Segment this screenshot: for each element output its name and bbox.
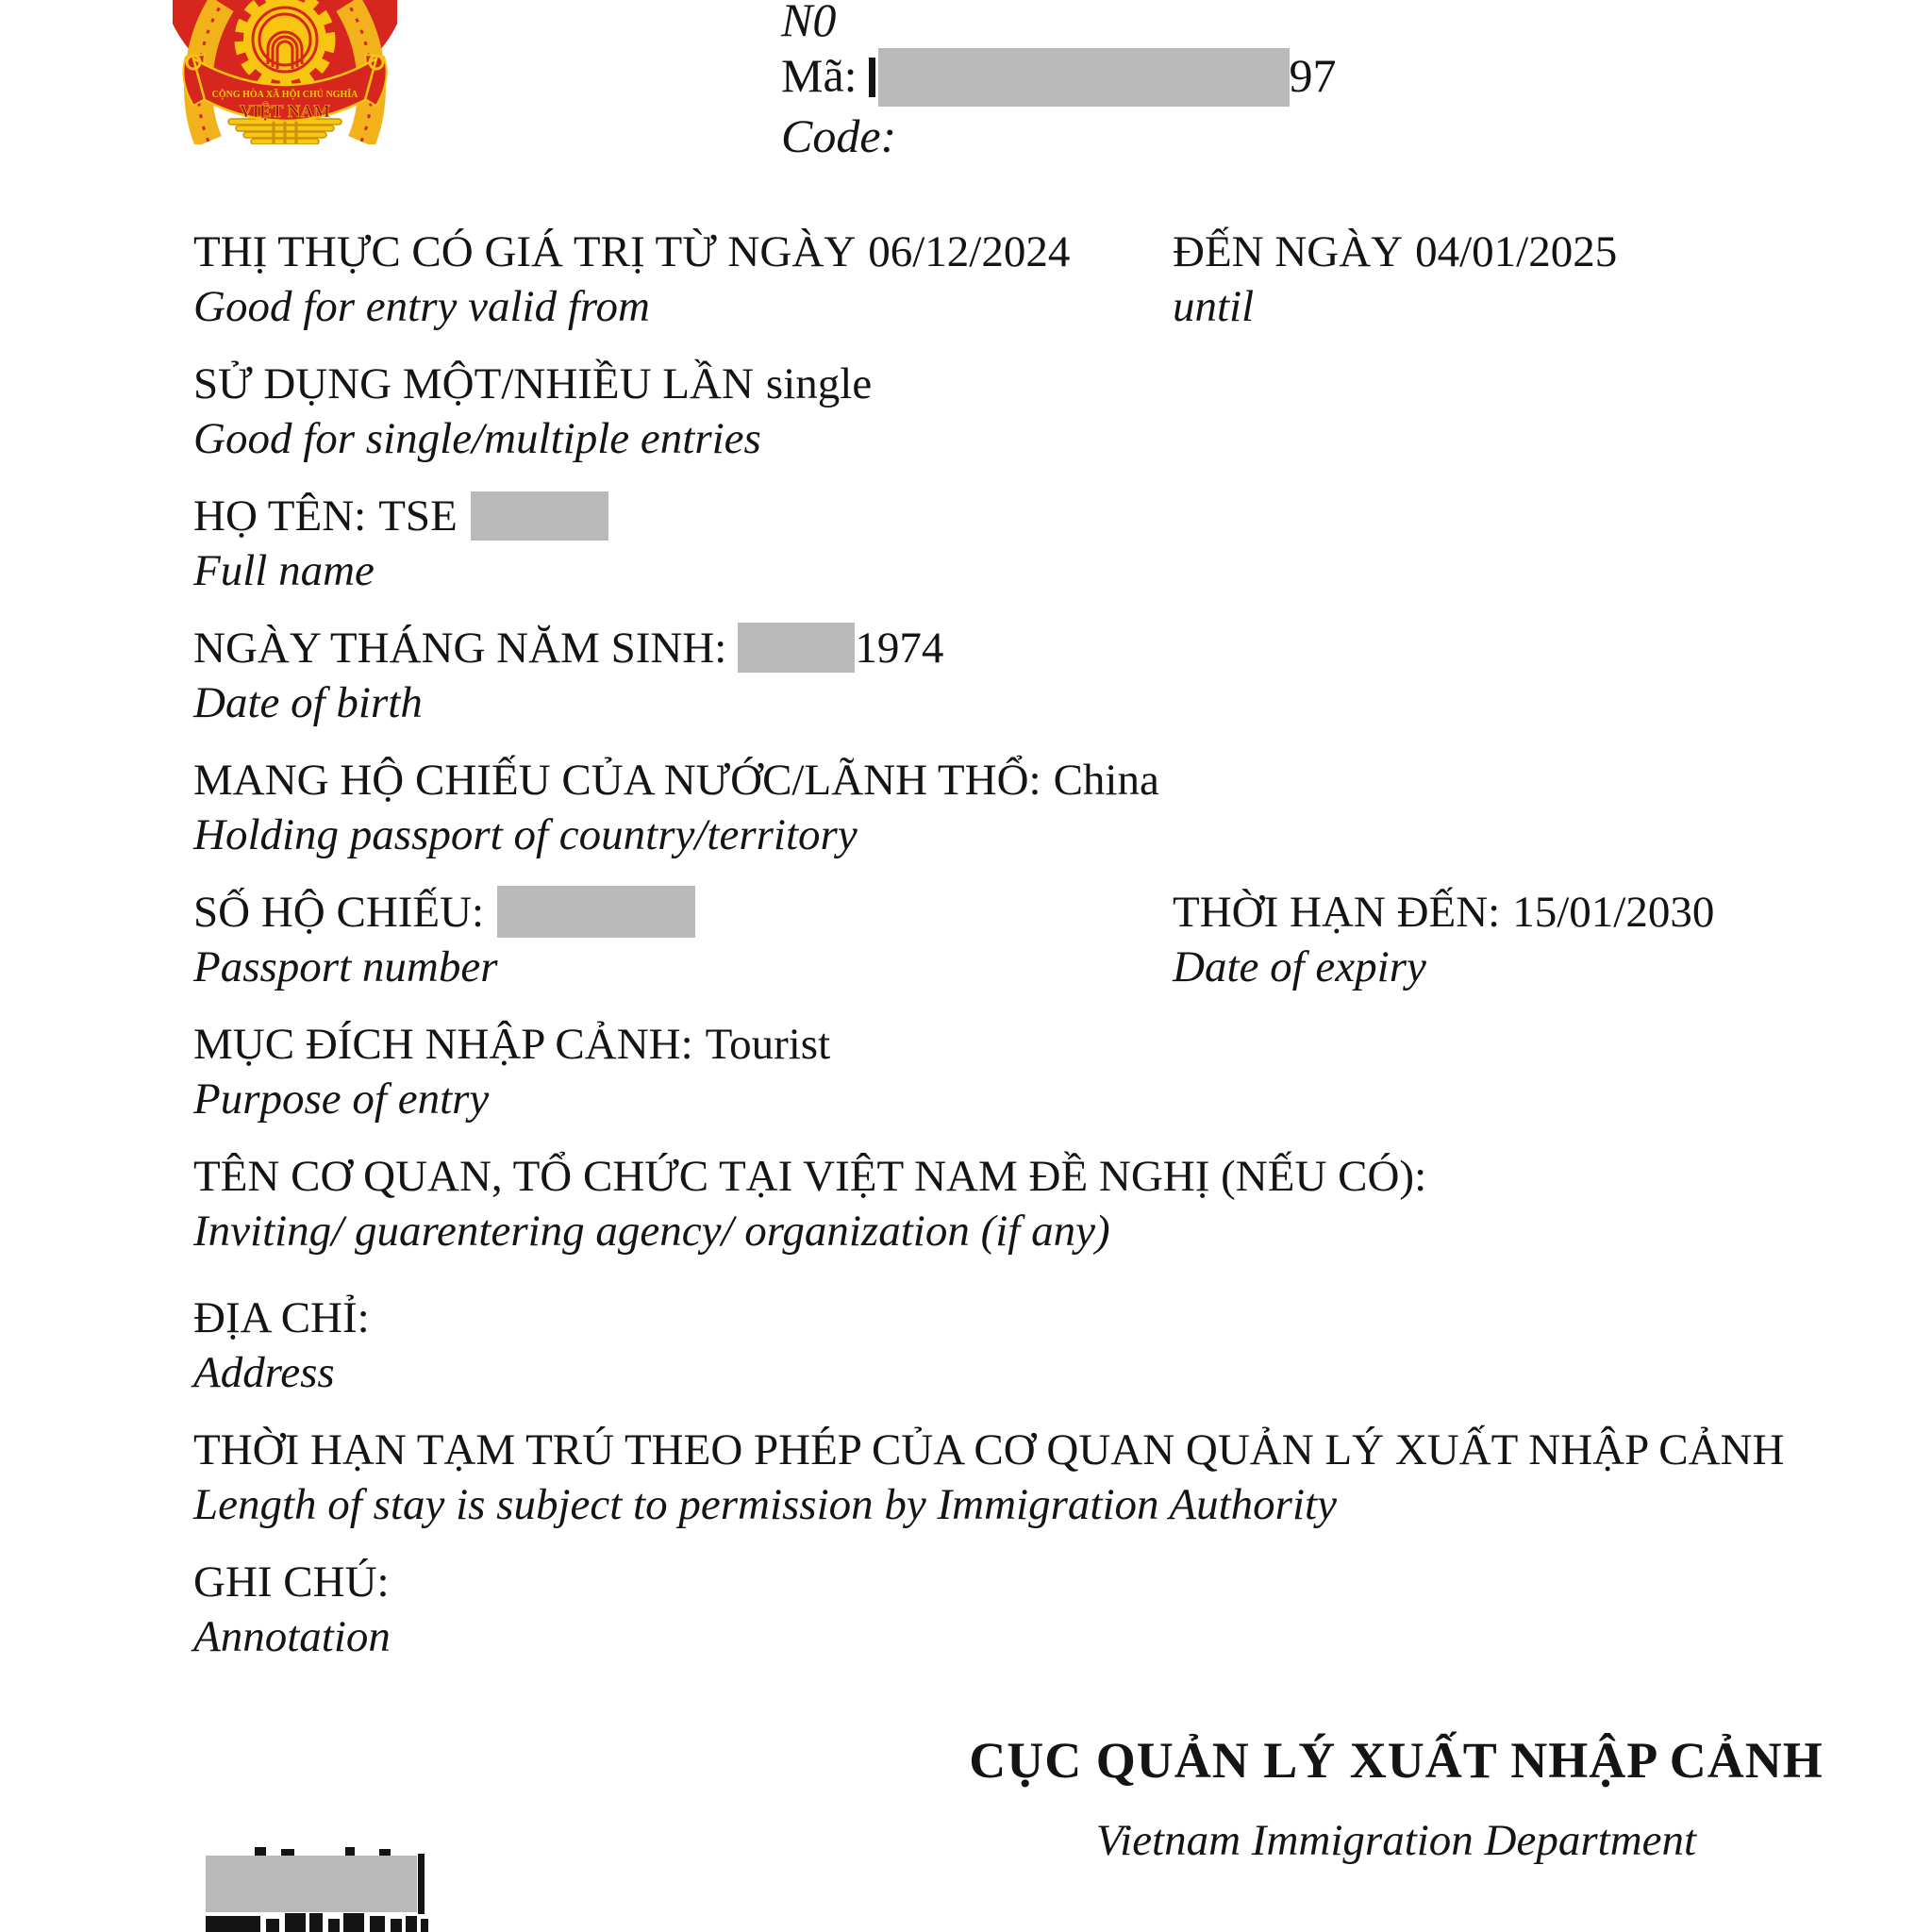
field-annotation bbox=[193, 1555, 1932, 1664]
field-validity-vi bbox=[193, 225, 1932, 279]
issuing-authority-block bbox=[849, 1732, 1932, 1866]
field-value: TSE bbox=[378, 491, 458, 541]
field-entries bbox=[193, 357, 1932, 466]
field-value: China bbox=[1053, 756, 1159, 805]
visa-number-block bbox=[781, 0, 1337, 165]
field-label: HỌ TÊN: bbox=[193, 491, 367, 541]
field-until-en: until bbox=[1173, 282, 1255, 331]
partially-redacted-character bbox=[869, 58, 875, 97]
issuing-authority-en: Vietnam Immigration Department bbox=[1095, 1816, 1697, 1865]
code-row bbox=[781, 45, 1337, 107]
emblem-ribbon-text-line1: CỘNG HÒA XÃ HỘI CHỦ NGHĨA bbox=[211, 90, 358, 100]
field-annotation-vi: GHI CHÚ: bbox=[193, 1557, 390, 1607]
visa-number-label: N0 bbox=[781, 0, 837, 46]
field-inviting-agency-en: Inviting/ guarentering agency/ organization (if any) bbox=[193, 1207, 1110, 1256]
field-length-of-stay-en: Length of stay is subject to permission by Immigration Authority bbox=[193, 1480, 1337, 1529]
field-purpose-en: Purpose of entry bbox=[193, 1074, 490, 1124]
field-length-of-stay-vi: THỜI HẠN TẠM TRÚ THEO PHÉP CỦA CƠ QUAN QUẢN LÝ XUẤT NHẬP CẢNH bbox=[193, 1425, 1785, 1474]
field-address-en: Address bbox=[193, 1348, 335, 1397]
redaction-box-name bbox=[471, 491, 608, 541]
field-annotation-en: Annotation bbox=[193, 1612, 391, 1661]
field-date-of-birth bbox=[193, 621, 1932, 730]
field-value: single bbox=[765, 359, 873, 408]
field-value: 06/12/2024 bbox=[868, 227, 1071, 276]
field-label: THỊ THỰC CÓ GIÁ TRỊ TỪ NGÀY bbox=[193, 227, 857, 276]
field-purpose bbox=[193, 1017, 1932, 1126]
field-date-of-birth-en: Date of birth bbox=[193, 678, 423, 727]
field-validity-until bbox=[1173, 225, 1617, 334]
field-date-of-birth-vi bbox=[193, 621, 1932, 675]
field-passport-country-en: Holding passport of country/territory bbox=[193, 810, 858, 859]
field-inviting-agency bbox=[193, 1149, 1932, 1258]
field-value: 1974 bbox=[855, 624, 944, 673]
qr-code-redacted bbox=[204, 1843, 430, 1932]
field-label: MANG HỘ CHIẾU CỦA NƯỚC/LÃNH THỔ: bbox=[193, 756, 1041, 805]
field-label: SỬ DỤNG MỘT/NHIỀU LẦN bbox=[193, 359, 754, 408]
visa-fields bbox=[193, 225, 1932, 1687]
redaction-box-dob bbox=[738, 623, 855, 673]
field-full-name-en: Full name bbox=[193, 546, 375, 595]
field-label: NGÀY THÁNG NĂM SINH: bbox=[193, 624, 727, 673]
field-purpose-vi bbox=[193, 1017, 1932, 1072]
field-validity bbox=[193, 225, 1932, 334]
field-address-vi: ĐỊA CHỈ: bbox=[193, 1293, 370, 1342]
field-expiry-en: Date of expiry bbox=[1173, 942, 1426, 991]
code-label-en: Code: bbox=[781, 109, 897, 162]
issuing-authority-vi: CỤC QUẢN LÝ XUẤT NHẬP CẢNH bbox=[969, 1732, 1824, 1789]
field-label: MỤC ĐÍCH NHẬP CẢNH: bbox=[193, 1020, 693, 1069]
field-until-vi bbox=[1173, 225, 1617, 279]
field-full-name bbox=[193, 489, 1932, 598]
code-visible-digits: 97 bbox=[1289, 49, 1337, 102]
field-label: ĐẾN NGÀY bbox=[1173, 227, 1404, 276]
field-value: Tourist bbox=[705, 1020, 831, 1069]
field-inviting-agency-vi: TÊN CƠ QUAN, TỔ CHỨC TẠI VIỆT NAM ĐỀ NGHỊ (NẾU CÓ): bbox=[193, 1152, 1427, 1201]
field-label: SỐ HỘ CHIẾU: bbox=[193, 888, 485, 937]
field-passport-country bbox=[193, 753, 1932, 862]
field-passport-number bbox=[193, 885, 1932, 994]
field-value: 15/01/2030 bbox=[1512, 888, 1715, 937]
field-validity-en: Good for entry valid from bbox=[193, 282, 650, 331]
field-value: 04/01/2025 bbox=[1415, 227, 1618, 276]
field-expiry-vi bbox=[1173, 885, 1714, 940]
field-address bbox=[193, 1291, 1932, 1400]
field-full-name-vi bbox=[193, 489, 1932, 543]
emblem-ribbon-text-line2: VIỆT NAM bbox=[239, 102, 331, 122]
field-entries-en: Good for single/multiple entries bbox=[193, 414, 761, 463]
field-length-of-stay bbox=[193, 1423, 1932, 1532]
vietnam-national-emblem bbox=[173, 0, 397, 144]
field-entries-vi bbox=[193, 357, 1932, 411]
redaction-box-passport bbox=[497, 886, 695, 938]
field-label: THỜI HẠN ĐẾN: bbox=[1173, 888, 1501, 937]
field-passport-number-en: Passport number bbox=[193, 942, 498, 991]
code-label-vi: Mã: bbox=[781, 49, 858, 102]
field-expiry bbox=[1173, 885, 1714, 994]
field-passport-country-vi bbox=[193, 753, 1932, 808]
redaction-box-code bbox=[878, 48, 1290, 107]
